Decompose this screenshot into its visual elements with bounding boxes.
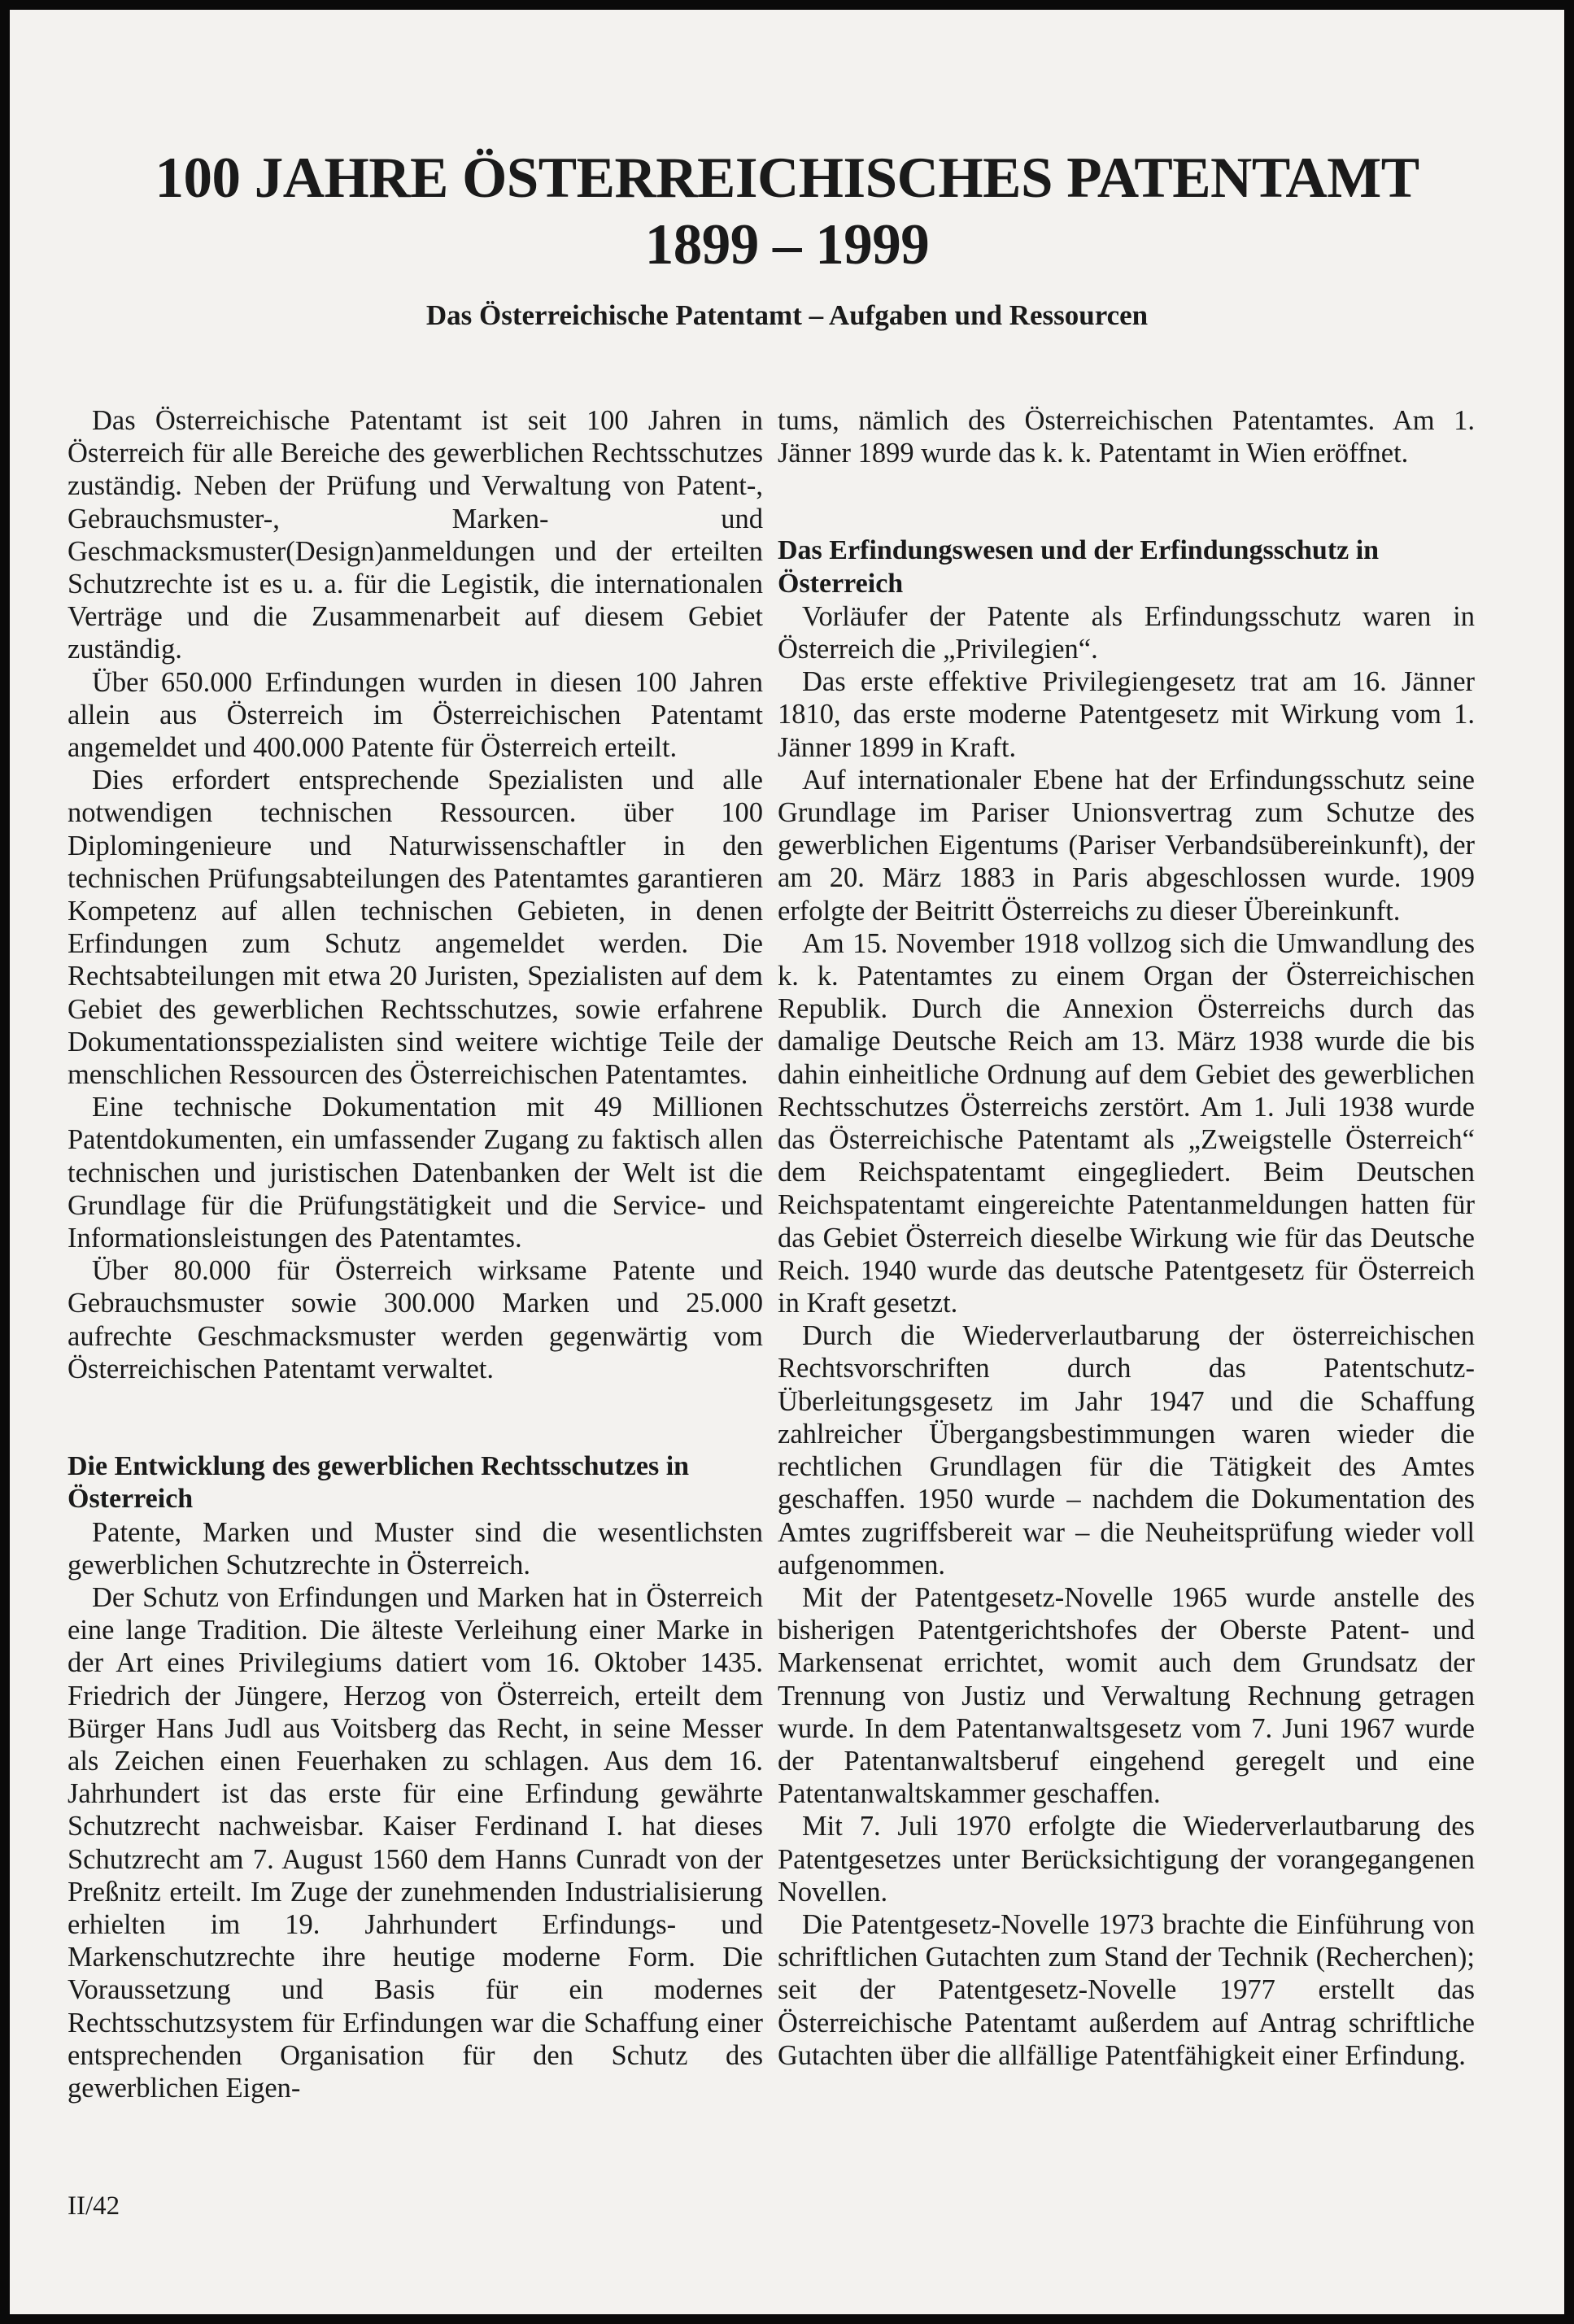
paragraph: Die Patentgesetz-Novelle 1973 brachte die Einführung von schriftlichen Gutachten zum Stand der Technik (Recherchen); seit der Patentgesetz-Novelle 1977 erstellt das Österreichische Patentamt außerdem auf Antrag schriftliche Gutachten über die allfällige Patentfähigkeit einer Erfindung. bbox=[778, 1908, 1475, 2071]
paragraph: tums, nämlich des Österreichischen Patentamtes. Am 1. Jänner 1899 wurde das k. k. Patentamt in Wien eröffnet. bbox=[778, 405, 1475, 469]
section-spacer bbox=[778, 469, 1475, 534]
paragraph: Über 650.000 Erfindungen wurden in diesen 100 Jahren allein aus Österreich im Österreichischen Patentamt angemeldet und 400.000 Patente für Österreich erteilt. bbox=[68, 666, 763, 764]
paragraph: Der Schutz von Erfindungen und Marken hat in Österreich eine lange Tradition. Die älteste Verleihung einer Marke in der Art eines Privilegiums datiert vom 16. Oktober 1435. Friedrich der Jüngere, Herzog von Österreich, erteilt dem Bürger Hans Judl aus Voitsberg das Recht, in seine Messer als Zeichen einen Feuerhaken zu schlagen. Aus dem 16. Jahrhundert ist das erste für eine Erfindung gewährte Schutzrecht nachweisbar. Kaiser Ferdinand I. hat dieses Schutzrecht am 7. August 1560 dem Hanns Cunradt von der Preßnitz erteilt. Im Zuge der zunehmenden Industrialisierung erhielten im 19. Jahrhundert Erfindungs- und Markenschutzrechte ihre heutige moderne Form. Die Voraussetzung und Basis für ein modernes Rechtsschutzsystem für Erfindungen war die Schaffung einer entsprechenden Organisation für den Schutz des gewerblichen Eigen- bbox=[68, 1581, 763, 2104]
paragraph: Mit 7. Juli 1970 erfolgte die Wiederverlautbarung des Patentgesetzes unter Berücksichtigung der vorangegangenen Novellen. bbox=[778, 1811, 1475, 1908]
paragraph: Durch die Wiederverlautbarung der österreichischen Rechtsvorschriften durch das Patentschutz-Überleitungsgesetz im Jahr 1947 und die Schaffung zahlreicher Übergangsbestimmungen waren wieder die rechtlichen Grundlagen für die Tätigkeit des Amtes geschaffen. 1950 wurde – nachdem die Dokumentation des Amtes zugriffsbereit war – die Neuheitsprüfung wieder voll aufgenommen. bbox=[778, 1320, 1475, 1581]
paragraph: Mit der Patentgesetz-Novelle 1965 wurde anstelle des bisherigen Patentgerichtshofes der Oberste Patent- und Markensenat errichtet, womit auch dem Grundsatz der Trennung von Justiz und Verwaltung Rechnung getragen wurde. In dem Patentanwaltsgesetz vom 7. Juni 1967 wurde der Patentanwaltsberuf eingehend geregelt und eine Patentanwaltskammer geschaffen. bbox=[778, 1581, 1475, 1810]
paragraph: Eine technische Dokumentation mit 49 Millionen Patentdokumenten, ein umfassender Zugang zu faktisch allen technischen und juristischen Datenbanken der Welt ist die Grundlage für die Prüfungstätigkeit und die Service- und Informationsleistungen des Patentamtes. bbox=[68, 1092, 763, 1254]
paragraph: Das erste effektive Privilegiengesetz trat am 16. Jänner 1810, das erste moderne Patentgesetz mit Wirkung vom 1. Jänner 1899 in Kraft. bbox=[778, 666, 1475, 763]
paragraph: Das Österreichische Patentamt ist seit 100 Jahren in Österreich für alle Bereiche des gewerblichen Rechtsschutzes zuständig. Neben der Prüfung und Verwaltung von Patent-, Gebrauchsmuster-, Marken- und Geschmacksmuster(Design)anmeldungen und der erteilten Schutzrechte ist es u. a. für die Legistik, die internationalen Verträge und die Zusammenarbeit auf diesem Gebiet zuständig. bbox=[68, 405, 763, 665]
section-heading: Die Entwicklung des gewerblichen Rechtsschutzes in Österreich bbox=[68, 1451, 690, 1515]
page-title bbox=[0, 145, 1574, 278]
title-line-2: 1899 – 1999 bbox=[644, 213, 930, 277]
title-line-1: 100 JAHRE ÖSTERREICHISCHES PATENTAMT bbox=[155, 146, 1419, 210]
section-heading: Das Erfindungswesen und der Erfindungsschutz in Österreich bbox=[778, 535, 1380, 599]
paragraph: Vorläufer der Patente als Erfindungsschutz waren in Österreich die „Privilegien“. bbox=[778, 600, 1475, 665]
paragraph: Auf internationaler Ebene hat der Erfindungsschutz seine Grundlage im Pariser Unionsvertrag zum Schutze des gewerblichen Eigentums (Pariser Verbandsübereinkunft), der am 20. März 1883 in Paris abgeschlossen wurde. 1909 erfolgte der Beitritt Österreichs zu dieser Übereinkunft. bbox=[778, 764, 1475, 927]
page-subtitle: Das Österreichische Patentamt – Aufgaben und Ressourcen bbox=[425, 299, 1149, 331]
paragraph: Patente, Marken und Muster sind die wesentlichsten gewerblichen Schutzrechte in Österreich. bbox=[68, 1516, 763, 1581]
right-column bbox=[778, 404, 1475, 2072]
page-number: II/42 bbox=[68, 2191, 120, 2221]
section-spacer bbox=[68, 1385, 763, 1450]
left-column bbox=[68, 404, 763, 2104]
paragraph: Über 80.000 für Österreich wirksame Patente und Gebrauchsmuster sowie 300.000 Marken und 25.000 aufrechte Geschmacksmuster werden gegenwärtig vom Österreichischen Patentamt verwaltet. bbox=[68, 1255, 763, 1384]
paragraph: Am 15. November 1918 vollzog sich die Umwandlung des k. k. Patentamtes zu einem Organ der Österreichischen Republik. Durch die Annexion Österreichs durch das damalige Deutsche Reich am 13. März 1938 wurde die bis dahin einheitliche Ordnung auf dem Gebiet des gewerblichen Rechtsschutzes Österreichs zerstört. Am 1. Juli 1938 wurde das Österreichische Patentamt als „Zweigstelle Österreich“ dem Reichspatentamt eingegliedert. Beim Deutschen Reichspatentamt eingereichte Patentanmeldungen hatten für das Gebiet Österreich dieselbe Wirkung wie für das Deutsche Reich. 1940 wurde das deutsche Patentgesetz für Österreich in Kraft gesetzt. bbox=[778, 927, 1475, 1319]
paragraph: Dies erfordert entsprechende Spezialisten und alle notwendigen technischen Ressourcen. über 100 Diplomingenieure und Naturwissenschaftler in den technischen Prüfungsabteilungen des Patentamtes garantieren Kompetenz auf allen technischen Gebieten, in denen Erfindungen zum Schutz angemeldet werden. Die Rechtsabteilungen mit etwa 20 Juristen, Spezialisten auf dem Gebiet des gewerblichen Rechtsschutzes, sowie erfahrene Dokumentationsspezialisten sind weitere wichtige Teile der menschlichen Ressourcen des Österreichischen Patentamtes. bbox=[68, 765, 763, 1091]
